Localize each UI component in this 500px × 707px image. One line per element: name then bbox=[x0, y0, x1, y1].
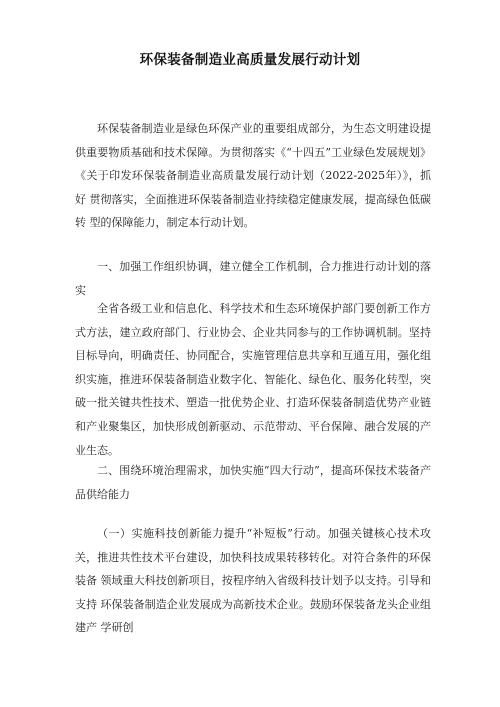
subsection-1-paragraph: （一）实施科技创新能力提升“补短板”行动。加强关键核心技术攻关，推进共性技术平台建设，加快科技成果转移转化。对符合条件的环保装备 领域重大科技创新项目，按程序纳入省级科技计划予以支持。引导和支持 环保装备制造企业发展成为高新技术企业。鼓励环保装备龙头企业组建产 学研创 bbox=[75, 527, 431, 635]
intro-paragraph: 环保装备制造业是绿色环保产业的重要组成部分，为生态文明建设提 供重要物质基础和技术保障。为贯彻落实《“十四五”工业绿色发展规划》《关于印发环保装备制造业高质量发展行动计划（2022-2025年）》，抓好 贯彻落实，全面推进环保装备制造业持续稳定健康发展，提高绿色低碳转 型的保障能力，制定本行动计划。 bbox=[75, 122, 431, 230]
section-1-paragraph: 全省各级工业和信息化、科学技术和生态环境保护部门要创新工作方 式方法，建立政府部门、行业协会、企业共同参与的工作协调机制。坚持 目标导向，明确责任、协同配合，实施管理信息共享和互通互用，强化组 织实施，推进环保装备制造业数字化、智能化、绿色化、服务化转型，突 破一批关键共性技术、塑造一批优势企业、打造环保装备制造优势产业链 和产业聚集区，加快形成创新驱动、示范带动、平台保障、融合发展的产 业生态。 bbox=[75, 302, 431, 457]
section-heading-2: 二、围绕环境治理需求，加快实施“四大行动”，提高环保技术装备产 品供给能力 bbox=[75, 464, 431, 501]
section-heading-1: 一、加强工作组织协调，建立健全工作机制，合力推进行动计划的落 实 bbox=[75, 260, 431, 297]
document-title: 环保装备制造业高质量发展行动计划 bbox=[139, 52, 361, 68]
